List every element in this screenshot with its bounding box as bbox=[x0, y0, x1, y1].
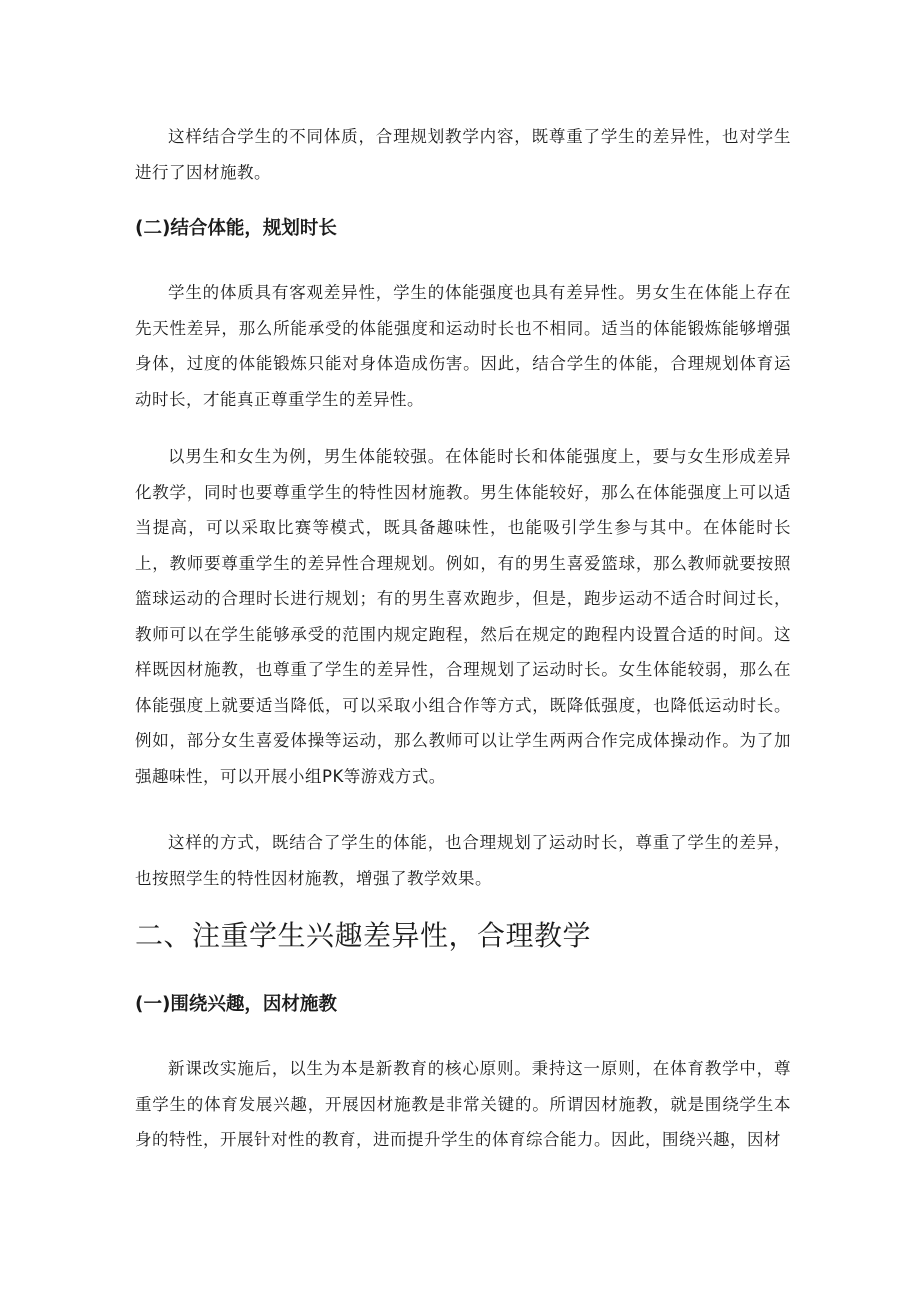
paragraph-body: 这样的方式，既结合了学生的体能，也合理规划了运动时长，尊重了学生的差异，也按照学生的特性因材施教，增强了教学效果。 bbox=[135, 833, 791, 888]
paragraph-body: 新课改实施后，以生为本是新教育的核心原则。秉持这一原则，在体育教学中，尊重学生的体育发展兴趣，开展因材施教是非常关键的。所谓因材施教，就是围绕学生本身的特性，开展针对性的教育，进而提升学生的体育综合能力。因此，围绕兴趣，因材 bbox=[135, 1059, 791, 1149]
section-heading: (二)结合体能，规划时长 bbox=[135, 218, 337, 239]
paragraph-body: 学生的体质具有客观差异性，学生的体能强度也具有差异性。男女生在体能上存在先天性差异，那么所能承受的体能强度和运动时长也不相同。适当的体能锻炼能够增强身体，过度的体能锻炼只能对身体造成伤害。因此，结合学生的体能，合理规划体育运动时长，才能真正尊重学生的差异性。 bbox=[135, 283, 791, 409]
paragraph-body: 这样结合学生的不同体质，合理规划教学内容，既尊重了学生的差异性，也对学生进行了因材施教。 bbox=[135, 127, 791, 182]
section-heading: (一)围绕兴趣，因材施教 bbox=[135, 994, 337, 1015]
paragraph-body: 以男生和女生为例，男生体能较强。在体能时长和体能强度上，要与女生形成差异化教学，同时也要尊重学生的特性因材施教。男生体能较好，那么在体能强度上可以适当提高，可以采取比赛等模式，既具备趣味性，也能吸引学生参与其中。在体能时长上，教师要尊重学生的差异性合理规划。例如，有的男生喜爱篮球，那么教师就要按照篮球运动的合理时长进行规划；有的男生喜欢跑步，但是，跑步运动不适合时间过长，教师可以在学生能够承受的范围内规定跑程，然后在规定的跑程内设置合适的时间。这样既因材施教，也尊重了学生的差异性，合理规划了运动时长。女生体能较弱，那么在体能强度上就要适当降低，可以采取小组合作等方式，既降低强度，也降低运动时长。例如，部分女生喜爱体操等运动，那么教师可以让学生两两合作完成体操动作。为了加强趣味性，可以开展小组PK等游戏方式。 bbox=[135, 447, 791, 786]
chapter-heading: 二、注重学生兴趣差异性，合理教学 bbox=[135, 919, 592, 952]
